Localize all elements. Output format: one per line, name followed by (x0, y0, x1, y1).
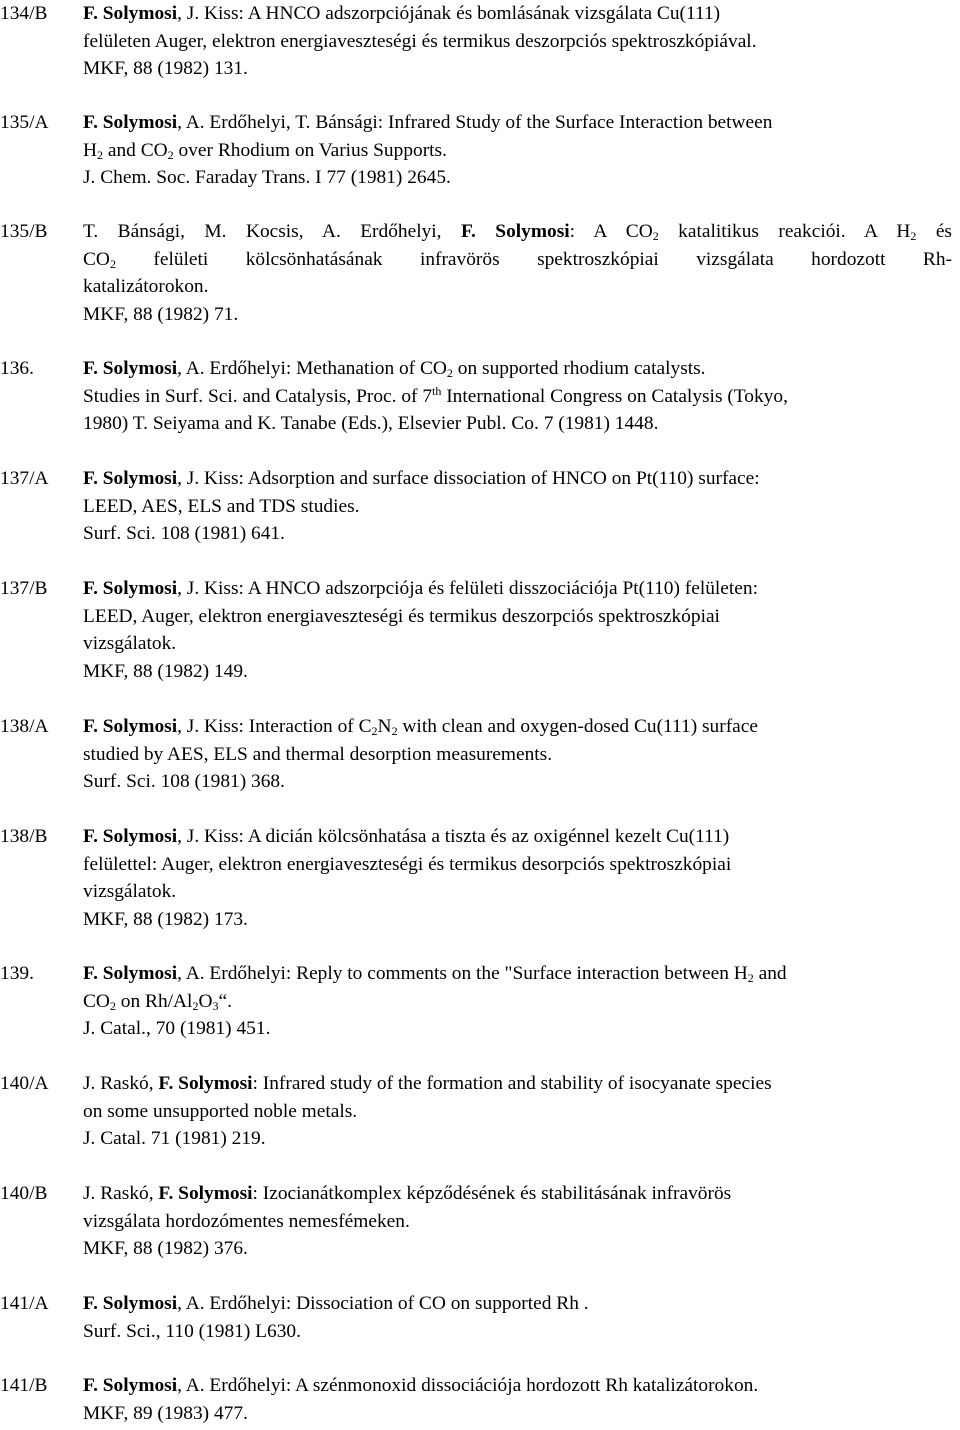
author-highlight: F. Solymosi (83, 963, 178, 984)
citation-line: vizsgálatok. (83, 881, 177, 902)
entry-number: 141/B (0, 1375, 48, 1396)
entry-citation (83, 465, 952, 548)
entry-citation (83, 713, 952, 796)
entry-citation (83, 355, 952, 438)
citation-source: Surf. Sci. 108 (1981) 641. (83, 523, 285, 544)
citation-line: T. Bánsági, M. Kocsis, A. Erdőhelyi, F. Solymosi: A $CO_2$ katalitikus reakciói. A $H_2$ és (83, 221, 952, 243)
citation-line: F. Solymosi, A. Erdőhelyi: Methanation of $CO_2$ on supported rhodium catalysts. (83, 358, 706, 380)
entry-number: 139. (0, 963, 34, 984)
entry-number: 140/A (0, 1073, 49, 1094)
entry-number: 141/A (0, 1293, 49, 1314)
entry-number: 135/A (0, 112, 49, 133)
citation-line: F. Solymosi, A. Erdőhelyi: Reply to comments on the "Surface interaction between $H_2$ and (83, 963, 787, 985)
citation-line: F. Solymosi, A. Erdőhelyi: A szénmonoxid dissociációja hordozott Rh katalizátorokon. (83, 1375, 759, 1396)
citation-line: J. Raskó, F. Solymosi: Infrared study of the formation and stability of isocyanate species (83, 1073, 772, 1094)
entry-number: 138/B (0, 826, 48, 847)
entry-number: 136. (0, 358, 34, 379)
citation-source: MKF, 88 (1982) 376. (83, 1238, 248, 1259)
citation-line: F. Solymosi, J. Kiss: A HNCO adszorpciójának és bomlásának vizsgálata Cu(111) (83, 3, 721, 24)
citation-line: F. Solymosi, J. Kiss: A dicián kölcsönhatása a tiszta és az oxigénnel kezelt Cu(111) (83, 826, 730, 847)
citation-line: studied by AES, ELS and thermal desorption measurements. (83, 743, 553, 765)
entry-number: 140/B (0, 1183, 48, 1204)
citation-line: on some unsupported noble metals. (83, 1100, 358, 1122)
author-highlight: F. Solymosi (83, 468, 178, 489)
author-highlight: F. Solymosi (158, 1183, 253, 1204)
citation-line: F. Solymosi, J. Kiss: A HNCO adszorpciója és felületi disszociációja Pt(110) felületen: (83, 578, 758, 599)
citation-line: felületen Auger, elektron energiaveszteségi és termikus deszorpciós spektroszkópiával. (83, 30, 757, 52)
entry-number: 137/B (0, 578, 48, 599)
author-highlight: F. Solymosi (83, 716, 178, 737)
entry-number: 135/B (0, 221, 48, 242)
entry-citation (83, 960, 952, 1043)
citation-line: vizsgálatok. (83, 633, 177, 654)
citation-line: $CO_2$ felületi kölcsönhatásának infravörös spektroszkópiai vizsgálata hordozott Rh- (83, 248, 952, 271)
citation-source: MKF, 88 (1982) 131. (83, 58, 248, 79)
entry-citation (83, 218, 952, 328)
citation-source: MKF, 88 (1982) 149. (83, 660, 248, 682)
citation-source: J. Catal. 71 (1981) 219. (83, 1128, 266, 1149)
citation-line: Studies in Surf. Sci. and Catalysis, Proc. of 7th International Congress on Catalysis (Tokyo, (83, 383, 788, 407)
citation-line: felülettel: Auger, elektron energiaveszteségi és termikus desorpciós spektroszkópiai (83, 853, 732, 875)
citation-line: F. Solymosi, J. Kiss: Adsorption and surface dissociation of HNCO on Pt(110) surface: (83, 468, 760, 489)
author-highlight: F. Solymosi (83, 578, 178, 599)
author-highlight: F. Solymosi (83, 112, 178, 133)
citation-source: J. Chem. Soc. Faraday Trans. I 77 (1981) 2645. (83, 167, 451, 188)
entry-number: 138/A (0, 716, 49, 737)
entry-citation (83, 1290, 952, 1345)
citation-line: LEED, AES, ELS and TDS studies. (83, 495, 360, 517)
citation-source: 1980) T. Seiyama and K. Tanabe (Eds.), Elsevier Publ. Co. 7 (1981) 1448. (83, 413, 659, 434)
author-highlight: F. Solymosi (83, 3, 178, 24)
citation-source: Surf. Sci., 110 (1981) L630. (83, 1320, 301, 1342)
citation-line: F. Solymosi, A. Erdőhelyi, T. Bánsági: Infrared Study of the Surface Interaction between (83, 112, 773, 133)
citation-line: LEED, Auger, elektron energiaveszteségi és termikus deszorpciós spektroszkópiai (83, 605, 720, 627)
author-highlight: F. Solymosi (83, 358, 178, 379)
entry-citation (83, 0, 952, 83)
citation-line: F. Solymosi, J. Kiss: Interaction of $C_2N_2$ with clean and oxygen-dosed Cu(111) surface (83, 716, 758, 738)
entry-number: 137/A (0, 468, 49, 489)
author-highlight: F. Solymosi (460, 221, 570, 242)
author-highlight: F. Solymosi (83, 1375, 178, 1396)
author-highlight: F. Solymosi (158, 1073, 253, 1094)
entry-number: 134/B (0, 3, 48, 24)
citation-source: MKF, 88 (1982) 71. (83, 303, 239, 325)
entry-citation (83, 1070, 952, 1153)
citation-line: katalizátorokon. (83, 276, 209, 297)
citation-source: J. Catal., 70 (1981) 451. (83, 1018, 271, 1039)
citation-source: Surf. Sci. 108 (1981) 368. (83, 771, 285, 792)
entry-citation (83, 823, 952, 933)
author-highlight: F. Solymosi (83, 826, 178, 847)
citation-line: J. Raskó, F. Solymosi: Izocianátkomplex képződésének és stabilitásának infravörös (83, 1183, 732, 1204)
entry-citation (83, 575, 952, 685)
entry-citation (83, 1180, 952, 1263)
citation-line: $CO_2$ on $Rh/Al_2O_3“$. (83, 990, 232, 1013)
entry-citation (83, 109, 952, 192)
citation-source: MKF, 88 (1982) 173. (83, 908, 248, 930)
citation-line: $H_2$ and $CO_2$ over Rhodium on Varius Supports. (83, 139, 447, 162)
citation-source: MKF, 89 (1983) 477. (83, 1402, 248, 1424)
citation-line: F. Solymosi, A. Erdőhelyi: Dissociation of CO on supported Rh . (83, 1293, 589, 1314)
citation-line: vizsgálata hordozómentes nemesfémeken. (83, 1210, 410, 1232)
author-highlight: F. Solymosi (83, 1293, 178, 1314)
entry-citation (83, 1372, 952, 1427)
